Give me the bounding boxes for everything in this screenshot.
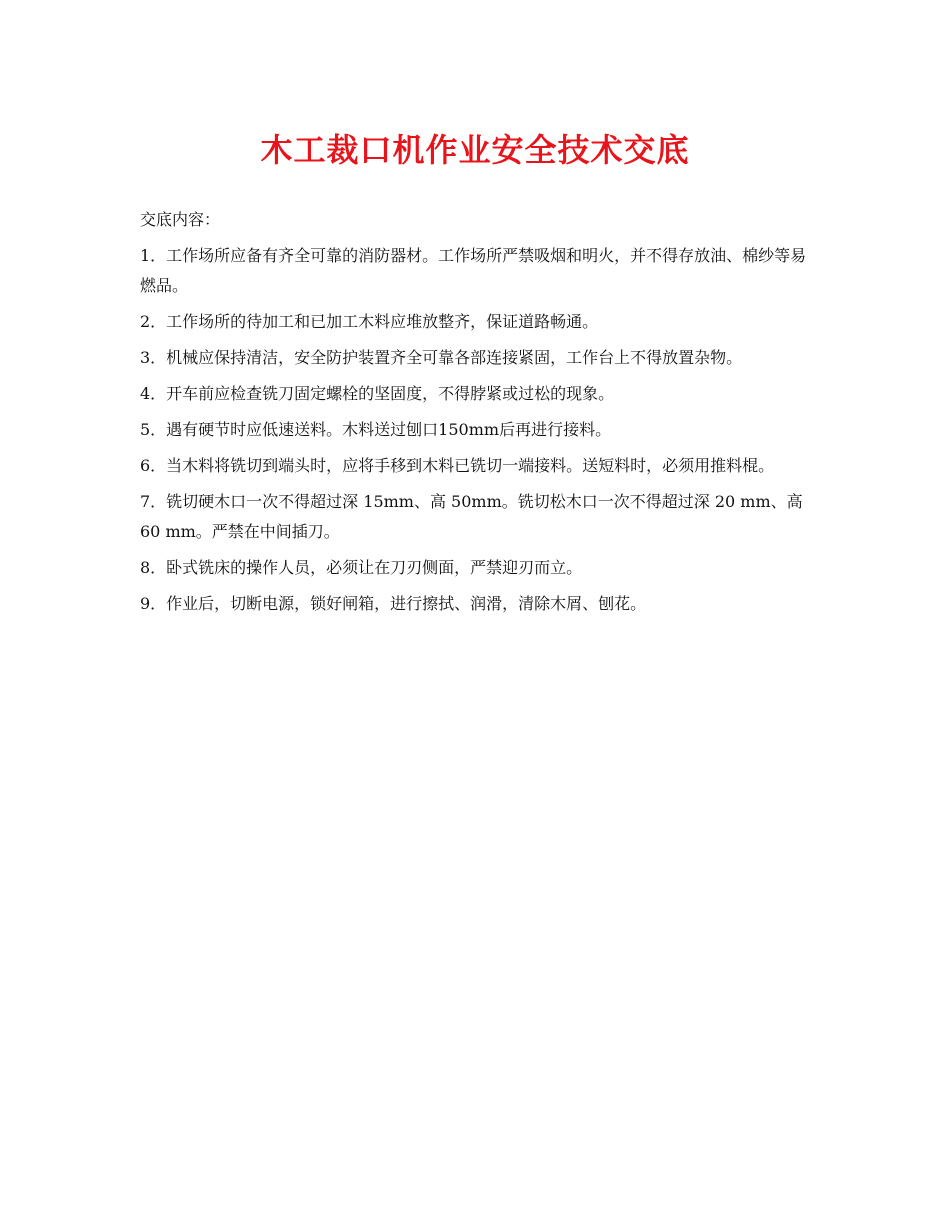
document-body (140, 205, 812, 625)
list-item: 4．开车前应检查铣刀固定螺栓的坚固度，不得脖紧或过松的现象。 (140, 384, 615, 403)
intro-label: 交底内容： (140, 210, 221, 229)
list-item: 6．当木料将铣切到端头时，应将手移到木料已铣切一端接料。送短料时，必须用推料棍。 (140, 456, 775, 475)
list-item: 5．遇有硬节时应低速送料。木料送过刨口150mm后再进行接料。 (140, 420, 612, 439)
list-item: 9．作业后，切断电源，锁好闸箱，进行擦拭、润滑，清除木屑、刨花。 (140, 594, 647, 613)
list-item: 7．铣切硬木口一次不得超过深 15mm、高 50mm。铣切松木口一次不得超过深 20 mm、高60 mm。严禁在中间插刀。 (140, 492, 803, 541)
list-item: 1．工作场所应备有齐全可靠的消防器材。工作场所严禁吸烟和明火，并不得存放油、棉纱等易燃品。 (140, 246, 807, 295)
document-title: 木工裁口机作业安全技术交底 (260, 131, 690, 169)
list-item: 2．工作场所的待加工和已加工木料应堆放整齐，保证道路畅通。 (140, 312, 599, 331)
list-item: 3．机械应保持清洁，安全防护装置齐全可靠各部连接紧固，工作台上不得放置杂物。 (140, 348, 743, 367)
list-item: 8．卧式铣床的操作人员，必须让在刀刃侧面，严禁迎刃而立。 (140, 558, 583, 577)
